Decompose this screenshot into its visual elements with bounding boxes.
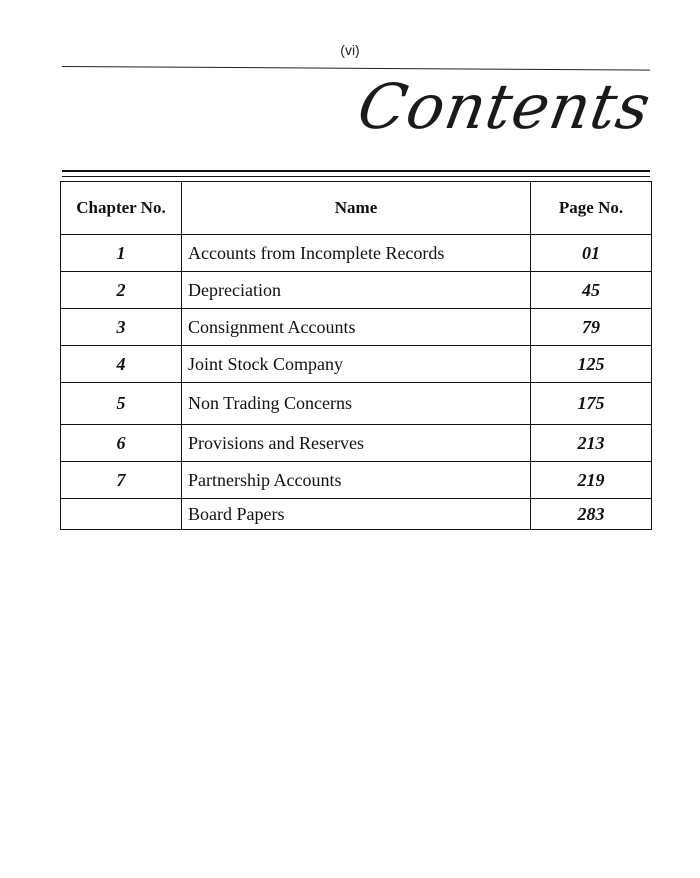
chapter-name: Accounts from Incomplete Records	[182, 235, 531, 272]
chapter-page: 79	[531, 309, 652, 346]
chapter-name: Board Papers	[182, 499, 531, 530]
chapter-number: 1	[61, 235, 182, 272]
chapter-number: 6	[61, 425, 182, 462]
chapter-name: Partnership Accounts	[182, 462, 531, 499]
table-row	[61, 235, 652, 272]
chapter-name: Depreciation	[182, 272, 531, 309]
chapter-page: 219	[531, 462, 652, 499]
chapter-number: 7	[61, 462, 182, 499]
table-row	[61, 462, 652, 499]
chapter-page: 45	[531, 272, 652, 309]
chapter-page: 01	[531, 235, 652, 272]
chapter-number: 2	[61, 272, 182, 309]
table-row	[61, 346, 652, 383]
chapter-number	[61, 499, 182, 530]
contents-table	[60, 181, 652, 530]
chapter-number: 3	[61, 309, 182, 346]
header-name: Name	[182, 182, 531, 235]
table-row	[61, 309, 652, 346]
chapter-name: Consignment Accounts	[182, 309, 531, 346]
chapter-page: 213	[531, 425, 652, 462]
header-page-no: Page No.	[531, 182, 652, 235]
chapter-page: 125	[531, 346, 652, 383]
header-chapter-no: Chapter No.	[61, 182, 182, 235]
table-row	[61, 425, 652, 462]
chapter-number: 4	[61, 346, 182, 383]
chapter-page: 175	[531, 383, 652, 425]
title-divider-thick	[62, 170, 650, 172]
page-title: Contents	[352, 70, 657, 143]
table-row	[61, 499, 652, 530]
title-divider-thin	[62, 176, 650, 177]
table-row	[61, 272, 652, 309]
chapter-page: 283	[531, 499, 652, 530]
table-header-row	[61, 182, 652, 235]
chapter-name: Provisions and Reserves	[182, 425, 531, 462]
chapter-number: 5	[61, 383, 182, 425]
page-number: (vi)	[340, 42, 360, 58]
chapter-name: Joint Stock Company	[182, 346, 531, 383]
table-row	[61, 383, 652, 425]
chapter-name: Non Trading Concerns	[182, 383, 531, 425]
